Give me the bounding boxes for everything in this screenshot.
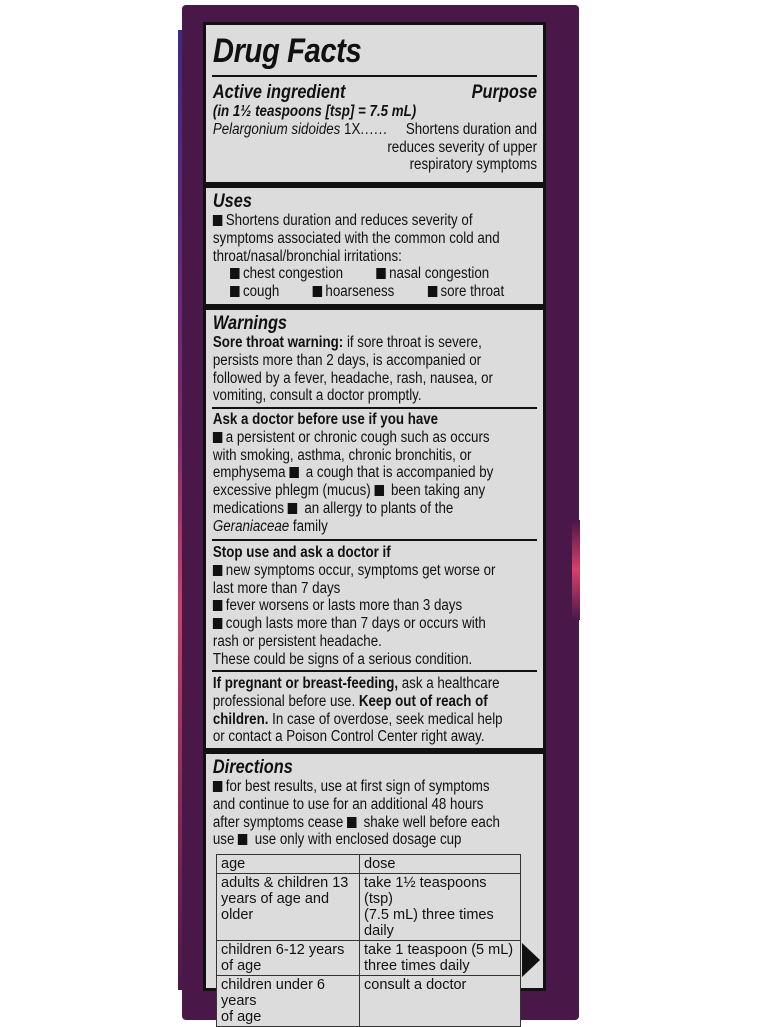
purpose-text: [213, 121, 537, 174]
active-ingredient-section: [206, 82, 542, 174]
bullet-square: [376, 268, 385, 279]
uses-item: cough: [242, 283, 280, 301]
uses-item: chest congestion: [242, 265, 344, 283]
directions-text: for best results, use at first sign of symptoms: [225, 778, 490, 795]
bullet-square: [213, 618, 222, 629]
warning-text: professional before use.: [212, 692, 359, 710]
directions-text: shake well before each: [359, 813, 500, 831]
bullet-square: [213, 215, 222, 226]
table-cell-dose: take 1 teaspoon (5 mL) three times daily: [360, 941, 521, 976]
drug-facts-panel: [203, 22, 546, 1025]
stop-use-heading: Stop use and ask a doctor if: [212, 544, 391, 561]
directions-heading: Directions: [212, 757, 293, 778]
divider: [212, 75, 537, 77]
warning-text: followed by a fever, headache, rash, nausea, or: [212, 369, 493, 387]
directions-text: after symptoms cease: [212, 813, 344, 831]
warnings-section: [206, 313, 542, 405]
bullet-square: [313, 286, 322, 297]
warning-text: family: [289, 517, 328, 535]
dose-note: (in 1½ teaspoons [tsp] = 7.5 mL): [212, 103, 417, 120]
divider: [212, 407, 537, 409]
ask-doctor-section: [206, 411, 542, 536]
ingredient-strength: 1X: [340, 120, 361, 138]
directions-text: use only with enclosed dosage cup: [250, 831, 462, 849]
warning-text: fever worsens or lasts more than 3 days: [225, 597, 463, 615]
warning-text: a cough that is accompanied by: [302, 464, 494, 482]
divider: [212, 670, 537, 672]
table-cell-age: children 6-12 years of age: [217, 941, 360, 976]
ask-doctor-heading: Ask a doctor before use if you have: [212, 411, 439, 428]
drug-facts-title: Drug Facts: [212, 32, 362, 70]
warning-text: emphysema: [212, 464, 286, 482]
purpose-line: reduces severity of upper: [387, 138, 538, 156]
table-header-cell: age: [217, 855, 360, 874]
uses-item: hoarseness: [325, 283, 395, 301]
warning-text: or contact a Poison Control Center right away.: [212, 728, 485, 746]
bullet-square: [230, 286, 239, 297]
active-ingredient-heading: Active ingredient: [212, 82, 346, 103]
table-cell-age: adults & children 13 years of age and older: [217, 874, 360, 941]
warnings-heading: Warnings: [212, 313, 288, 334]
sore-throat-label: Sore throat warning:: [212, 334, 344, 351]
divider: [212, 539, 537, 541]
warning-text: last more than 7 days: [212, 579, 341, 597]
table-row: [217, 976, 521, 1027]
directions-text: use: [212, 831, 235, 849]
bullet-square: [289, 467, 298, 478]
bullet-square: [347, 817, 356, 828]
bullet-square: [213, 565, 222, 576]
purpose-line: Shortens duration and: [405, 120, 538, 138]
bullet-square: [238, 834, 247, 845]
section-bar: [206, 182, 543, 188]
table-cell-age: children under 6 years of age: [217, 976, 360, 1027]
directions-text: and continue to use for an additional 48 hours: [212, 795, 484, 813]
bullet-square: [288, 503, 297, 514]
stop-use-section: [206, 544, 542, 669]
directions-section: [206, 757, 542, 849]
warning-text: vomiting, consult a doctor promptly.: [212, 387, 422, 405]
table-cell-dose: take 1½ teaspoons (tsp) (7.5 mL) three times daily: [360, 874, 521, 941]
warning-text: persists more than 2 days, is accompanied or: [212, 351, 482, 369]
section-bar: [206, 748, 543, 754]
table-cell-dose: consult a doctor: [360, 976, 521, 1027]
drug-facts-header: [206, 31, 542, 71]
purpose-heading: Purpose: [471, 82, 538, 103]
warning-text: a persistent or chronic cough such as occurs: [225, 428, 490, 446]
bullet-square: [374, 485, 383, 496]
bullet-square: [428, 286, 437, 297]
warning-text: if sore throat is severe,: [343, 334, 482, 351]
table-header-row: [217, 855, 521, 874]
pregnancy-section: [206, 675, 542, 746]
keep-out-label: children.: [212, 710, 269, 728]
bullet-square: [213, 600, 222, 611]
uses-text: throat/nasal/bronchial irritations:: [212, 247, 402, 265]
plant-family-name: Geraniaceae: [212, 517, 290, 535]
purpose-line: respiratory symptoms: [409, 156, 538, 174]
dosage-table: [216, 854, 521, 1027]
uses-item: nasal congestion: [389, 265, 490, 283]
warning-text: In case of overdose, seek medical help: [268, 710, 503, 728]
uses-text: symptoms associated with the common cold and: [212, 229, 500, 247]
warning-text: cough lasts more than 7 days or occurs with: [225, 615, 486, 633]
uses-item: sore throat: [440, 283, 505, 301]
table-row: [217, 941, 521, 976]
warning-text: These could be signs of a serious condition.: [212, 650, 473, 668]
table-row: [217, 874, 521, 941]
warning-text: medications: [212, 499, 285, 517]
section-bar: [206, 304, 543, 310]
warning-text: rash or persistent headache.: [212, 632, 382, 650]
warning-text: excessive phlegm (mucus): [212, 482, 371, 500]
table-header-cell: dose: [360, 855, 521, 874]
keep-out-label: Keep out of reach of: [358, 692, 488, 710]
uses-heading: Uses: [212, 191, 252, 212]
warning-text: new symptoms occur, symptoms get worse or: [225, 561, 496, 579]
bullet-square: [213, 781, 222, 792]
warning-text: ask a healthcare: [398, 675, 500, 692]
bullet-square: [230, 268, 239, 279]
warning-text: an allergy to plants of the: [300, 499, 454, 517]
warning-text: with smoking, asthma, chronic bronchitis, or: [212, 446, 472, 464]
ingredient-name: Pelargonium sidoides: [212, 120, 341, 138]
leader-dots: ......: [360, 120, 388, 138]
uses-text: Shortens duration and reduces severity of: [225, 212, 473, 229]
bullet-square: [213, 432, 222, 443]
warning-text: been taking any: [387, 482, 486, 500]
uses-section: [206, 191, 542, 301]
ingredient-line: [213, 121, 388, 139]
pregnant-label: If pregnant or breast-feeding,: [212, 675, 399, 692]
box-side-artwork-right: [572, 520, 580, 620]
continued-arrow-icon: [522, 943, 540, 977]
